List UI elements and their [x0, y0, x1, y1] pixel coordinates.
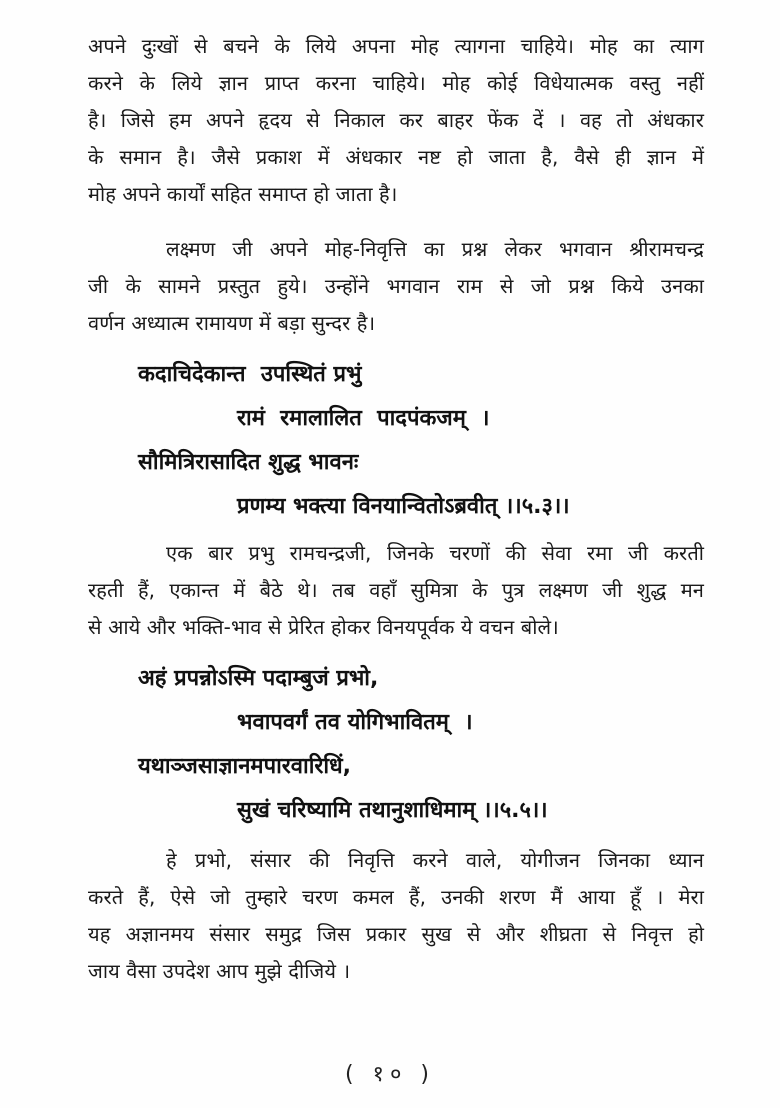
text-line: है। जिसे हम अपने हृदय से निकाल कर बाहर फेंक दें । वह तो अंधकार	[88, 108, 704, 132]
paragraph-lakshman-prashna	[88, 231, 704, 342]
verse-5-3-line-2: रामं रमालालित पादपंकजम् ।	[237, 406, 490, 431]
text-line: मोह अपने कार्यों सहित समाप्त हो जाता है।	[88, 182, 398, 206]
text-line: से आये और भक्ति-भाव से प्रेरित होकर विनयपूर्वक ये वचन बोले।	[88, 615, 559, 639]
text-line: अपने दुःखों से बचने के लिये अपना मोह त्यागना चाहिये। मोह का त्याग	[88, 34, 704, 58]
page-number: ( १० )	[344, 1062, 436, 1087]
paragraph-moh-tyag	[88, 28, 704, 213]
text-line: के समान है। जैसे प्रकाश में अंधकार नष्ट हो जाता है, वैसे ही ज्ञान में	[88, 145, 704, 169]
text-line: लक्ष्मण जी अपने मोह-निवृत्ति का प्रश्न लेकर भगवान श्रीरामचन्द्र	[166, 237, 704, 261]
verse-5-5-line-2: भवापवर्गं तव योगिभावितम् ।	[237, 710, 473, 735]
verse-5-3-line-4: प्रणम्य भक्त्या विनयान्वितोऽब्रवीत् ।।५.३।।	[237, 494, 570, 519]
verse-5-5-line-1: अहं प्रपन्नोऽस्मि पदाम्बुजं प्रभो,	[138, 666, 379, 691]
text-line: करते हैं, ऐसे जो तुम्हारे चरण कमल हैं, उनकी शरण मैं आया हूँ । मेरा	[88, 885, 704, 909]
text-line: एक बार प्रभु रामचन्द्रजी, जिनके चरणों की सेवा रमा जी करती	[166, 541, 704, 565]
text-line: हे प्रभो, संसार की निवृत्ति करने वाले, योगीजन जिनका ध्यान	[166, 848, 704, 872]
text-line: वर्णन अध्यात्म रामायण में बड़ा सुन्दर है।	[88, 311, 376, 335]
verse-5-5-line-4: सुखं चरिष्यामि तथानुशाधिमाम् ।।५.५।।	[237, 798, 548, 823]
verse-5-3-line-1: कदाचिदेकान्त उपस्थितं प्रभुं	[138, 362, 362, 387]
verse-5-3-line-3: सौमित्रिरासादित शुद्ध भावनः	[138, 450, 359, 475]
text-line: यह अज्ञानमय संसार समुद्र जिस प्रकार सुख से और शीघ्रता से निवृत्त हो	[88, 922, 704, 946]
text-line: रहती हैं, एकान्त में बैठे थे। तब वहाँ सुमित्रा के पुत्र लक्ष्मण जी शुद्ध मन	[88, 578, 704, 602]
paragraph-verse-5-3-translation	[88, 535, 704, 646]
text-line: जाय वैसा उपदेश आप मुझे दीजिये ।	[88, 959, 351, 983]
text-line: करने के लिये ज्ञान प्राप्त करना चाहिये। मोह कोई विधेयात्मक वस्तु नहीं	[88, 71, 704, 95]
text-line: जी के सामने प्रस्तुत हुये। उन्होंने भगवान राम से जो प्रश्न किये उनका	[88, 274, 704, 298]
paragraph-verse-5-5-translation	[88, 842, 704, 990]
verse-5-5-line-3: यथाञ्जसाज्ञानमपारवारिधिं,	[138, 754, 351, 779]
